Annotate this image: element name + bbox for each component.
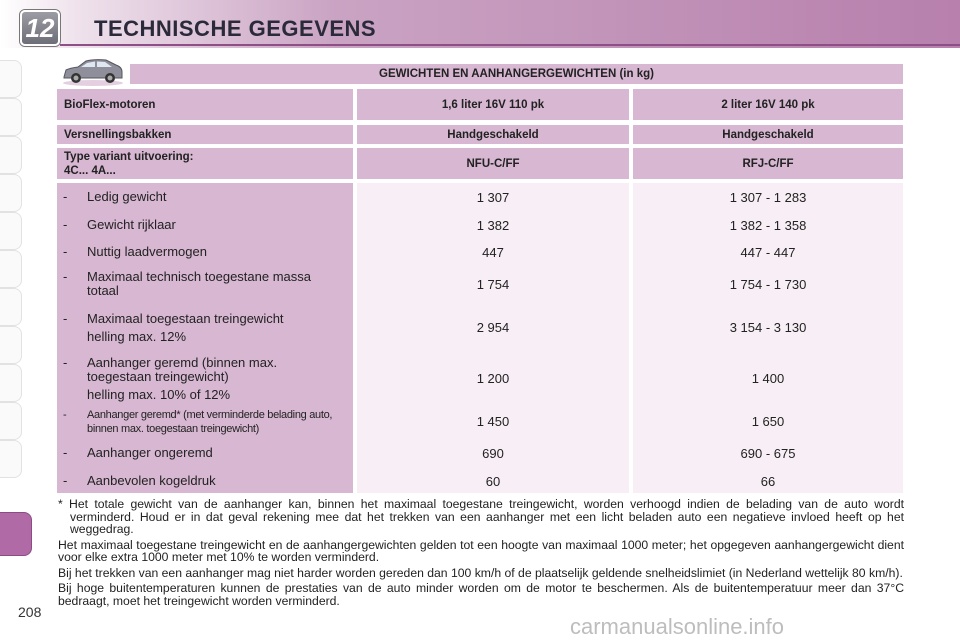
row-value: 1 650 [751,414,785,429]
table-row [57,446,903,461]
row-label [57,312,353,344]
row-label [57,245,353,260]
chapter-tab[interactable] [0,60,22,98]
table-row [57,270,903,298]
row-sublabel: helling max. 12% [87,329,186,344]
row-label-text: Aanhanger ongeremd [87,445,213,460]
row-value: 690 [482,446,504,461]
row-value: 1 382 - 1 358 [729,218,807,233]
row-label-text: Aanbevolen kogeldruk [87,473,216,488]
type-label-line2: 4C... 4A... [64,164,116,177]
row-label [57,474,353,489]
notes [58,498,904,610]
chapter-tab[interactable] [0,250,22,288]
table-row [57,356,903,402]
row-dash: - [63,189,68,204]
row-value: 447 [482,245,504,260]
row-label-text: Maximaal technisch toegestane massa totaal [87,269,312,298]
type-value-cell: RFJ-C/FF [633,148,903,179]
row-value: 66 [760,474,776,489]
row-label-text: Gewicht rijklaar [87,217,176,232]
row-value: 1 200 [476,371,510,386]
type-value-cell: NFU-C/FF [357,148,629,179]
row-label [57,356,353,402]
row-label-text: Nuttig laadvermogen [87,244,207,259]
table-header-row [57,125,903,144]
row-value: 1 382 [476,218,510,233]
chapter-tab[interactable] [0,402,22,440]
chapter-tab[interactable] [0,136,22,174]
row-value: 1 754 - 1 730 [729,277,807,292]
row-value: 1 307 [476,190,510,205]
chapter-tab[interactable] [0,326,22,364]
watermark: carmanualsonline.info [570,614,785,639]
row-value: 1 754 [476,277,510,292]
row-value: 3 154 - 3 130 [729,320,807,335]
row-dash: - [63,244,68,259]
row-label [57,190,353,205]
header-cell: Handgeschakeld [357,125,629,144]
header-cell: Versnellingsbakken [57,125,353,144]
section-title: GEWICHTEN EN AANHANGERGEWICHTEN (in kg) [130,64,903,84]
row-sublabel: helling max. 10% of 12% [87,387,231,402]
note-paragraph: Het maximaal toegestane treingewicht en de aanhangergewichten gelden tot een hoogte van maximaal 1000 meter; het opgegeven aanhangergewicht dient voor elke extra 1000 meter met 10% te worden verminderd. [58,537,904,564]
row-label [57,270,353,298]
row-dash: - [63,217,68,232]
note-paragraph: Bij het trekken van een aanhanger mag niet harder worden gereden dan 100 km/h of de plaatselijk geldende snelheidslimiet (in Nederland wettelijk 80 km/h). [58,565,903,580]
row-label [57,408,353,436]
page-title: TECHNISCHE GEGEVENS [94,16,377,41]
table-header-row [57,89,903,120]
header-divider [60,44,960,46]
row-dash: - [63,473,68,488]
chapter-tab-active[interactable] [0,512,32,556]
chapter-tab[interactable] [0,98,22,136]
chapter-tab[interactable] [0,440,22,478]
row-value: 1 400 [751,371,785,386]
row-label [57,446,353,461]
row-dash: - [63,311,68,326]
footnote: * Het totale gewicht van de aanhanger kan, binnen het maximaal toegestane treingewicht, worden verhoogd indien de belading van de auto wordt verminderd. Houd er in dat geval rekening mee dat het trekken van een aanhanger met een licht beladen auto een negatieve invloed heeft op het weggedrag. [58,497,904,536]
chapter-tab[interactable] [0,288,22,326]
row-label-text: Maximaal toegestaan treingewicht [87,311,284,326]
table-row [57,190,903,205]
type-label-cell [57,148,353,179]
row-value: 2 954 [476,320,510,335]
chapter-badge: 12 [20,10,60,46]
row-dash: - [63,355,68,370]
table-row [57,474,903,489]
table-row [57,312,903,344]
row-value: 1 307 - 1 283 [729,190,807,205]
car-icon [60,56,126,86]
table-type-row [57,148,903,179]
row-value: 447 - 447 [740,245,796,260]
row-label [57,218,353,233]
header-cell: Handgeschakeld [633,125,903,144]
chapter-tab[interactable] [0,364,22,402]
header-cell: 2 liter 16V 140 pk [633,89,903,120]
row-value: 60 [485,474,501,489]
type-label-line1: Type variant uitvoering: [64,150,194,163]
row-label-text: Ledig gewicht [87,189,167,204]
table-row [57,408,903,436]
chapter-tab[interactable] [0,212,22,250]
row-label-text: Aanhanger geremd* (met verminderde belading auto, binnen max. toegestaan treingewicht) [87,409,333,435]
chapter-tab[interactable] [0,174,22,212]
row-dash: - [63,269,68,284]
table-row [57,245,903,260]
row-value: 690 - 675 [740,446,796,461]
row-value: 1 450 [476,414,510,429]
header-cell: BioFlex-motoren [57,89,353,120]
row-dash: - [63,409,67,421]
row-dash: - [63,445,68,460]
row-label-text: Aanhanger geremd (binnen max. toegestaan treingewicht) [87,355,278,384]
page-number: 208 [18,604,42,620]
header-cell: 1,6 liter 16V 110 pk [357,89,629,120]
note-paragraph: Bij hoge buitentemperaturen kunnen de prestaties van de auto minder worden om de motor te beschermen. Als de buitentemperatuur meer dan 37°C bedraagt, moet het treingewicht worden verminderd. [58,581,904,608]
table-row [57,218,903,233]
